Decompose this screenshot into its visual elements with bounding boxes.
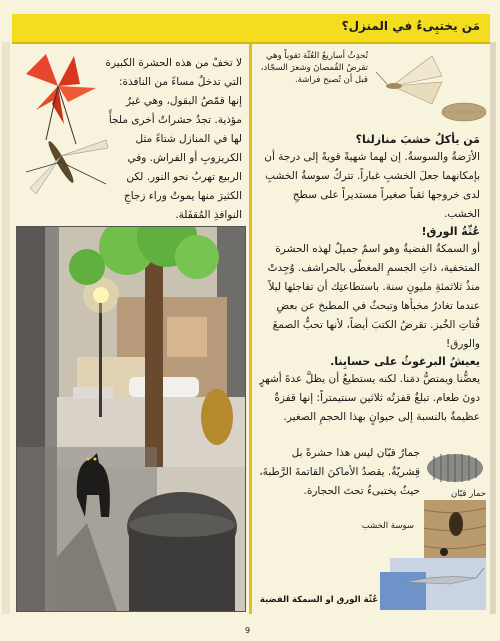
title-banner	[12, 14, 490, 44]
paper-heading: عُثّةُ الورق!	[421, 225, 480, 238]
clothes-moth-illustration	[372, 46, 488, 126]
flea-heading: يعيشُ البرغوثُ على حسابِنا.	[330, 355, 480, 368]
woodlouse-label: حمار قبّان	[450, 489, 486, 499]
silverfish-label: عُثّة الورق او السمكة الفضية	[259, 595, 378, 605]
page-edge-right	[490, 42, 496, 614]
wood-paragraph: الأرَضةُ والسوسةُ. إن لهما شهيةً قويةً إلى درجة أن بإمكانهما جعلَ الخشبِ غباراً. تتركُ سوسةُ الخشبِ لدى خروجها ثقباً صغيراً مستديراً على سطحِ الخشب.	[264, 151, 480, 220]
page-number: 9	[245, 626, 251, 635]
wood-heading: مَن يأكلُ خشبَ منازلنا؟	[355, 133, 480, 146]
intro-paragraph: لا تخفْ من هذه الحشرة الكبيرة التي تدخلُ مساءً من النافذة: إنها قمّصُ البقول، وهي غيرُ مؤذية. تجدُ حشراتٌ أخرى ملجأً لها في المنازل شتاءً مثل الكريزوبِ أو الفراش. وفي الربيع تهربُ نحو النور. لكن الكثيرَ منها يموتُ وراء زجاجِ النوافذِ المُقفَلة.	[105, 57, 242, 221]
column-divider	[249, 44, 252, 614]
night-street-scene	[16, 226, 246, 612]
moth-caption: تُحدِثُ أساريعُ العُثّة ثقوباً وهي تقرضُ القُمصانَ وشعرَ السجّاد، قبل أن تُصبح فراشة.	[260, 51, 368, 85]
wood-weevil-illustration	[424, 500, 486, 560]
scene-illustration	[17, 227, 245, 611]
silverfish-illustration	[380, 554, 486, 610]
flea-paragraph: يعضُّنا ويمتصُّ دمَنا. لكنه يستطيعُ أن يظلَّ عدةَ أشهرٍ دونَ طعام. تبلغُ قفزتُه ثلاثين سنتيمتراً: إنها قفزةٌ عظيمةٌ بالنسبة إلى حيوانٍ بهذا الحجمِ الصغير.	[259, 373, 480, 423]
woodlouse-illustration	[424, 448, 486, 488]
weevil-label: سوسة الخشب	[361, 521, 414, 531]
paper-paragraph: أو السمكةُ الفضيةُ وهو اسمٌ جميلٌ لهذه الحشرة المتخفية، ذاتِ الجسمِ المغطّى بالحراشف. وُجِدتْ منذُ ثلاثمئةِ مليونِ سنة. باستطاعتِك أن تفاجئها ليلاً عندما تغادرُ مخبأها وتبحثُ في المطبخ عن بعضِ فُتاتِ الخُبز. تقرضُ الكتبَ أيضاً، لأنها تحبُّ الصمغَ والورق!	[267, 243, 480, 350]
page-title: مَن يختبِىءُ في المنزل؟	[341, 19, 480, 33]
woodlouse-paragraph: جمارُ قبّان ليس هذا حشرةً بل قِشريّةٌ. يقصدُ الأماكنَ القاتمةَ الرَّطبةَ، حيثُ يختبىءُ تحتَ الحجارة.	[259, 447, 420, 497]
